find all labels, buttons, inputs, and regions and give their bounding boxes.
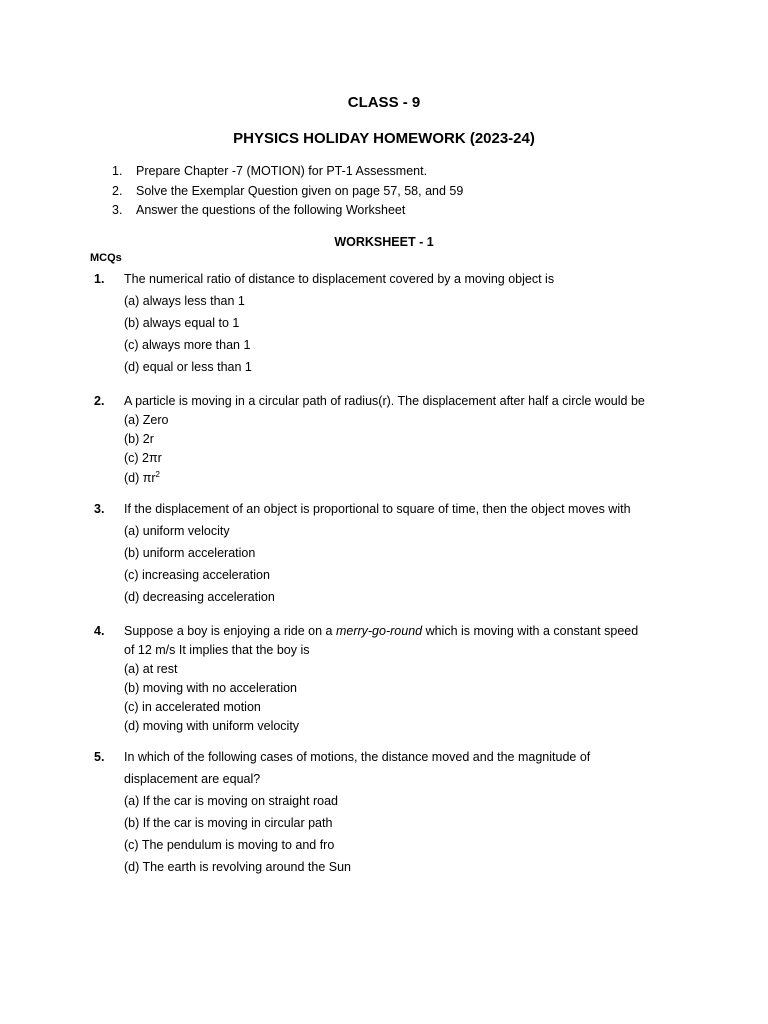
instruction-item (112, 203, 405, 217)
option: (d) equal or less than 1 (124, 360, 252, 374)
instruction-text: Answer the questions of the following Worksheet (136, 203, 406, 217)
option-text: (d) πr (124, 471, 156, 486)
option: (c) The pendulum is moving to and fro (124, 838, 335, 852)
question-number: 1. (94, 272, 105, 286)
instruction-item (112, 164, 427, 178)
question-text-line2: displacement are equal? (124, 772, 261, 786)
question-text: If the displacement of an object is proportional to square of time, then the object moves with (124, 502, 631, 516)
homework-title: PHYSICS HOLIDAY HOMEWORK (2023-24) (233, 130, 535, 147)
question-text-italic: merry-go-round (335, 624, 423, 638)
instruction-number: 2. (112, 184, 123, 198)
option: (c) 2πr (124, 451, 162, 465)
option: (b) If the car is moving in circular path (124, 816, 333, 830)
option: (d) moving with uniform velocity (124, 719, 300, 733)
question-text-start: Suppose a boy is enjoying a ride on a (124, 624, 336, 638)
option: (d) decreasing acceleration (124, 590, 275, 604)
question-text-line2: of 12 m/s It implies that the boy is (124, 643, 310, 657)
question-4 (94, 624, 734, 638)
option: (b) moving with no acceleration (124, 681, 297, 695)
instruction-text: Solve the Exemplar Question given on page 57, 58, and 59 (136, 184, 464, 198)
question-text-end: which is moving with a constant speed (422, 624, 639, 638)
question-text: In which of the following cases of motions, the distance moved and the magnitude of (124, 750, 591, 764)
question-number: 4. (94, 624, 105, 638)
instruction-item (112, 184, 463, 198)
section-label: MCQs (90, 252, 122, 264)
question-3 (94, 502, 734, 516)
instruction-number: 3. (112, 203, 123, 217)
option: (a) uniform velocity (124, 524, 230, 538)
question-2 (94, 394, 734, 408)
option: (c) always more than 1 (124, 338, 251, 352)
worksheet-title: WORKSHEET - 1 (334, 235, 434, 249)
option: (c) in accelerated motion (124, 700, 261, 714)
question-number: 2. (94, 394, 105, 408)
class-title: CLASS - 9 (347, 94, 421, 111)
question-text (124, 624, 734, 638)
instruction-number: 1. (112, 164, 123, 178)
option: (b) always equal to 1 (124, 316, 240, 330)
option: (a) If the car is moving on straight road (124, 794, 338, 808)
option: (b) uniform acceleration (124, 546, 256, 560)
question-text: The numerical ratio of distance to displacement covered by a moving object is (124, 272, 555, 286)
option: (b) 2r (124, 432, 154, 446)
question-5 (94, 750, 734, 764)
question-number: 3. (94, 502, 105, 516)
option: (d) The earth is revolving around the Sun (124, 860, 351, 874)
question-number: 5. (94, 750, 105, 764)
option: (a) Zero (124, 413, 169, 427)
instruction-text: Prepare Chapter -7 (MOTION) for PT-1 Assessment. (136, 164, 428, 178)
option: (a) at rest (124, 662, 178, 676)
option: (a) always less than 1 (124, 294, 245, 308)
question-1 (94, 272, 734, 286)
option-exponent: 2 (155, 470, 160, 479)
option: (c) increasing acceleration (124, 568, 270, 582)
option (124, 470, 160, 485)
question-text: A particle is moving in a circular path of radius(r). The displacement after half a circle would be (124, 394, 645, 408)
